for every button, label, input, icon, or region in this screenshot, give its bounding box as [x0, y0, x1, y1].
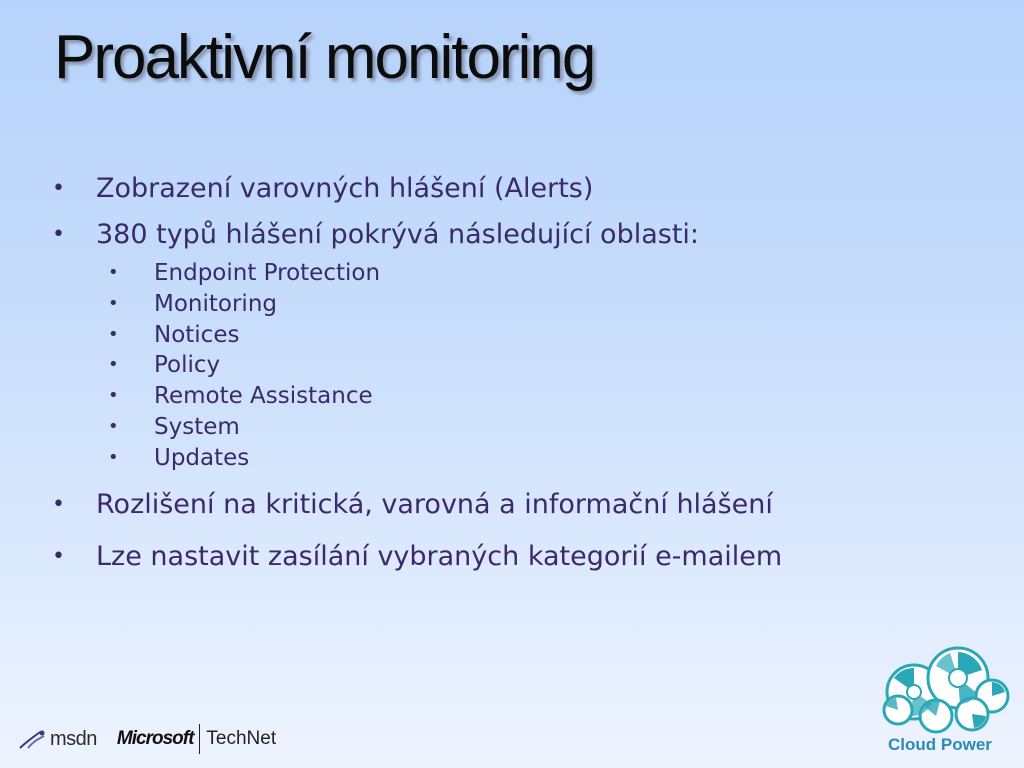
bullet-item	[52, 166, 992, 212]
msdn-logo	[18, 728, 97, 751]
sub-bullet-text: System	[154, 413, 240, 440]
sub-bullet-marker: •	[108, 385, 119, 407]
sub-bullet-marker: •	[108, 354, 119, 376]
sub-bullet-text: Remote Assistance	[154, 383, 373, 410]
logo-divider	[199, 724, 200, 754]
bullet-item	[52, 534, 992, 580]
sub-bullet-text: Policy	[154, 352, 221, 379]
sub-bullet-text: Monitoring	[154, 290, 277, 317]
sub-bullet-item	[52, 443, 992, 474]
bullet-marker: •	[52, 222, 65, 247]
sub-bullet-item	[52, 381, 992, 412]
footer-logos	[18, 722, 276, 756]
sub-bullet-marker: •	[108, 262, 119, 283]
sub-bullet-text: Notices	[154, 321, 240, 348]
sub-bullet-item	[52, 350, 992, 381]
microsoft-logo: Microsoft	[116, 728, 194, 749]
cloud-power-logo	[878, 640, 1014, 760]
slide-title: Proaktivní monitoring	[54, 23, 595, 92]
bullet-text: 380 typů hlášení pokrývá následující oblasti:	[96, 219, 700, 250]
sub-bullet-marker: •	[108, 446, 119, 468]
cloud-icon	[880, 644, 1010, 736]
bullet-text: Zobrazení varovných hlášení (Alerts)	[96, 173, 594, 204]
msdn-label: msdn	[50, 727, 97, 750]
bullet-item	[52, 212, 992, 258]
sub-bullet-text: Updates	[154, 444, 250, 471]
bullet-text: Rozlišení na kritická, varovná a informační hlášení	[96, 488, 773, 520]
bullet-list	[52, 166, 992, 580]
technet-label: TechNet	[206, 728, 277, 749]
sub-bullet-marker: •	[108, 415, 119, 437]
sub-bullet-marker: •	[108, 323, 119, 345]
bullet-marker: •	[52, 176, 65, 201]
bullet-marker: •	[52, 543, 65, 569]
msdn-swirl-icon	[18, 728, 48, 750]
bullet-text: Lze nastavit zasílání vybraných kategorií e-mailem	[96, 540, 783, 572]
bullet-marker: •	[52, 491, 65, 517]
sub-bullet-item	[52, 289, 992, 320]
sub-bullet-item	[52, 320, 992, 351]
sub-bullet-item	[52, 258, 992, 289]
cloud-power-label: Cloud Power	[888, 735, 992, 754]
bullet-item	[52, 482, 992, 528]
sub-bullet-item	[52, 412, 992, 443]
sub-bullet-marker: •	[108, 292, 119, 314]
sub-bullet-container	[52, 258, 992, 474]
sub-bullet-list	[52, 258, 992, 474]
sub-bullet-text: Endpoint Protection	[154, 260, 381, 286]
